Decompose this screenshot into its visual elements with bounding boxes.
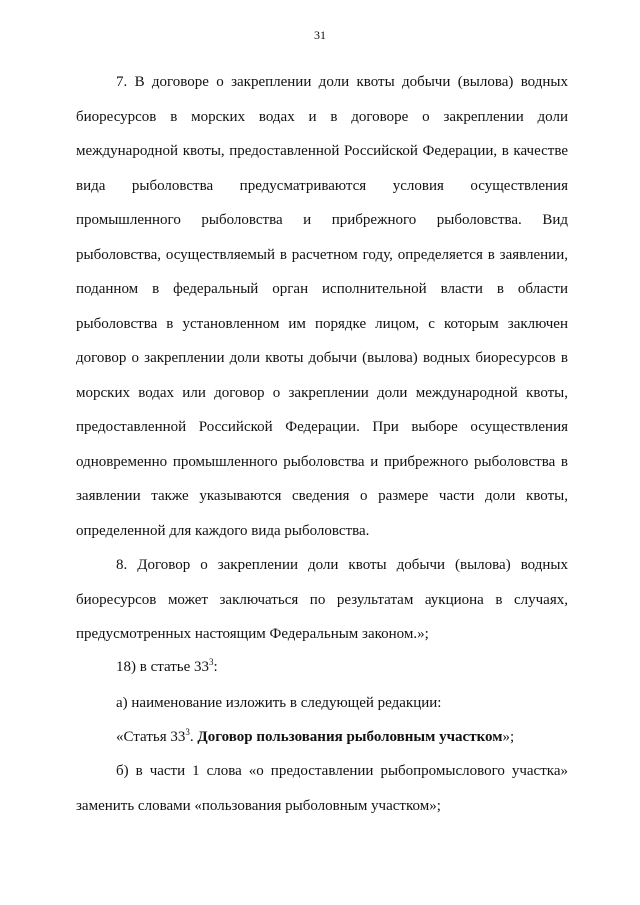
item-18-suffix: :	[213, 659, 218, 675]
item-a-block	[76, 686, 568, 721]
item-18	[76, 650, 568, 685]
item-b: б) в части 1 слова «о предоставлении рыбопромыслового участка» заменить словами «пользования рыболовным участком»;	[76, 763, 568, 814]
paragraph-7: 7. В договоре о закреплении доли квоты добычи (вылова) водных биоресурсов в морских водах и в договоре о закреплении доли международной квоты, предоставленной Российской Федерации, в качестве вида рыболовства предусматриваются условия осуществления промышленного рыболовства и прибрежного рыболовства. Вид рыболовства, осуществляемый в расчетном году, определяется в заявлении, поданном в федеральный орган исполнительной власти в области рыболовства в установленном им порядке лицом, с которым заключен договор о закреплении доли квоты добычи (вылова) водных биоресурсов в морских водах или договор о закреплении доли международной квоты, предоставленной Российской Федерации. При выборе осуществления одновременно промышленного рыболовства и прибрежного рыболовства в заявлении также указываются сведения о размере части доли квоты, определенной для каждого вида рыболовства.	[76, 74, 568, 539]
page-number: 31	[314, 28, 326, 42]
item-18-block	[76, 650, 568, 685]
item-18-text: 18) в статье 33	[116, 659, 210, 675]
item-a: а) наименование изложить в следующей редакции:	[116, 695, 442, 711]
article-heading	[76, 720, 568, 755]
article-heading-suffix: »;	[502, 729, 515, 745]
article-heading-superscript: 3	[185, 727, 190, 737]
article-heading-prefix: «Статья 33	[116, 729, 186, 745]
paragraph-8-block	[76, 548, 568, 652]
paragraph-8: 8. Договор о закреплении доли квоты добычи (вылова) водных биоресурсов может заключаться по результатам аукциона в случаях, предусмотренных настоящим Федеральным законом.»;	[76, 557, 568, 642]
item-b-block	[76, 754, 568, 823]
article-heading-dot: .	[189, 729, 198, 745]
paragraph-7-block	[76, 65, 568, 548]
article-heading-block	[76, 720, 568, 755]
article-heading-title: Договор пользования рыболовным участком	[197, 729, 503, 745]
item-18-superscript: 3	[209, 657, 214, 667]
